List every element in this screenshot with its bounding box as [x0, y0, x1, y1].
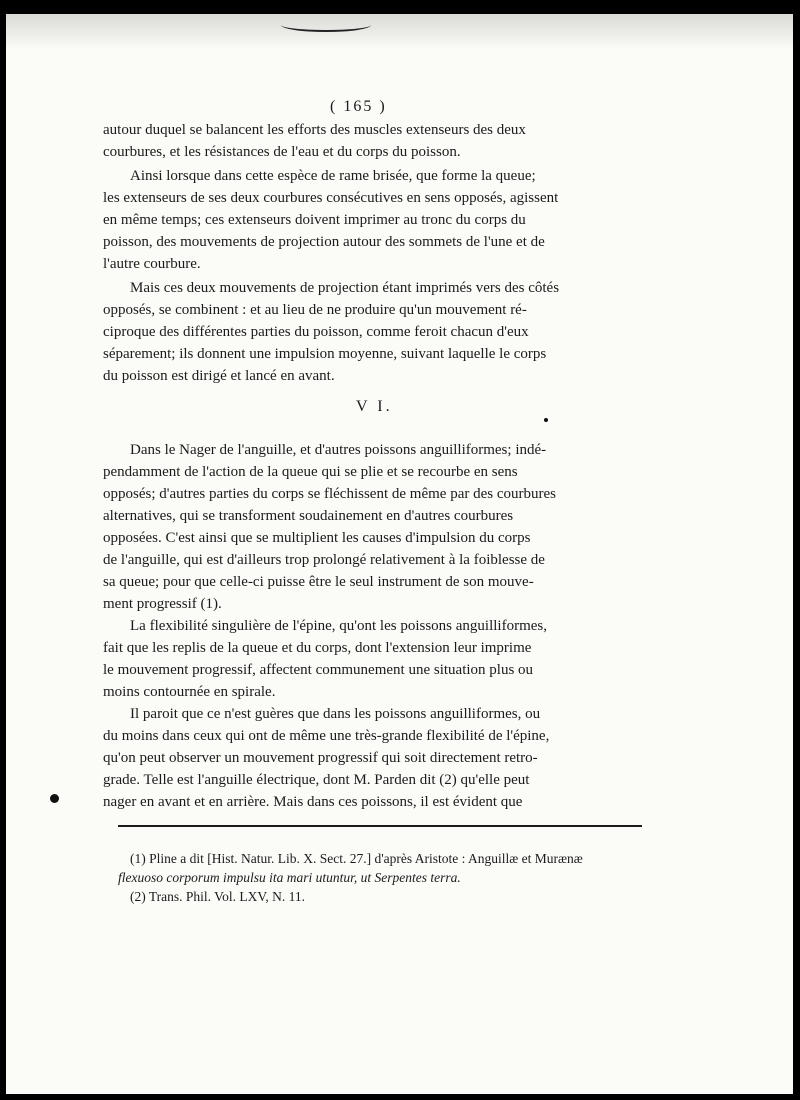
text-line: autour duquel se balancent les efforts des muscles extenseurs des deux [103, 122, 526, 138]
text-line: opposés, se combinent : et au lieu de ne produire qu'un mouvement ré- [103, 302, 527, 318]
text-line: poisson, des mouvements de projection autour des sommets de l'une et de [103, 234, 545, 250]
text-line: fait que les replis de la queue et du corps, dont l'extension leur imprime [103, 640, 532, 656]
text-line: l'autre courbure. [103, 256, 201, 272]
text-line: ment progressif (1). [103, 596, 222, 612]
ink-dot [544, 418, 548, 422]
text-line: Il paroit que ce n'est guères que dans les poissons anguilliformes, ou [130, 706, 541, 722]
text-line: pendamment de l'action de la queue qui se plie et se recourbe en sens [103, 464, 518, 480]
text-line: La flexibilité singulière de l'épine, qu'ont les poissons anguilliformes, [130, 618, 547, 634]
text-line: Ainsi lorsque dans cette espèce de rame brisée, que forme la queue; [130, 168, 536, 184]
text-line: moins contournée en spirale. [103, 684, 276, 700]
text-line: Dans le Nager de l'anguille, et d'autres poissons anguilliformes; indé- [130, 442, 547, 458]
text-line: de l'anguille, qui est d'ailleurs trop prolongé relativement à la foiblesse de [103, 552, 545, 568]
text-line: nager en avant et en arrière. Mais dans ces poissons, il est évident que [103, 794, 523, 810]
text-line: sa queue; pour que celle-ci puisse être le seul instrument de son mouve- [103, 574, 534, 590]
footnote: (2) Trans. Phil. Vol. LXV, N. 11. [130, 889, 306, 904]
footnote-rule [118, 825, 642, 827]
text-line: du poisson est dirigé et lancé en avant. [103, 368, 335, 384]
text-line: grade. Telle est l'anguille électrique, dont M. Parden dit (2) qu'elle peut [103, 772, 530, 788]
ink-scratch [281, 18, 371, 32]
ink-blot [50, 794, 59, 803]
page-number: ( 165 ) [330, 98, 387, 115]
text-line: en même temps; ces extenseurs doivent imprimer au tronc du corps du [103, 212, 526, 228]
section-heading: V I. [356, 398, 393, 415]
text-line: courbures, et les résistances de l'eau et du corps du poisson. [103, 144, 461, 160]
text-line: opposées. C'est ainsi que se multiplient les causes d'impulsion du corps [103, 530, 531, 546]
text-line: opposés; d'autres parties du corps se fléchissent de même par des courbures [103, 486, 556, 502]
text-line: alternatives, qui se transforment soudainement en d'autres courbures [103, 508, 514, 524]
text-line: du moins dans ceux qui ont de même une très-grande flexibilité de l'épine, [103, 728, 550, 744]
footnote: flexuoso corporum impulsu ita mari utuntur, ut Serpentes terra. [118, 870, 461, 885]
text-line: le mouvement progressif, affectent communement une situation plus ou [103, 662, 534, 678]
text-line: Mais ces deux mouvements de projection étant imprimés vers des côtés [130, 280, 560, 296]
footnote: (1) Pline a dit [Hist. Natur. Lib. X. Sect. 27.] d'après Aristote : Anguillæ et Murænæ [130, 851, 583, 866]
text-line: les extenseurs de ses deux courbures consécutives en sens opposés, agissent [103, 190, 559, 206]
text-line: ciproque des différentes parties du poisson, comme feroit chacun d'eux [103, 324, 529, 340]
text-line: qu'on peut observer un mouvement progressif qui soit directement retro- [103, 750, 538, 766]
text-line: séparement; ils donnent une impulsion moyenne, suivant laquelle le corps [103, 346, 547, 362]
